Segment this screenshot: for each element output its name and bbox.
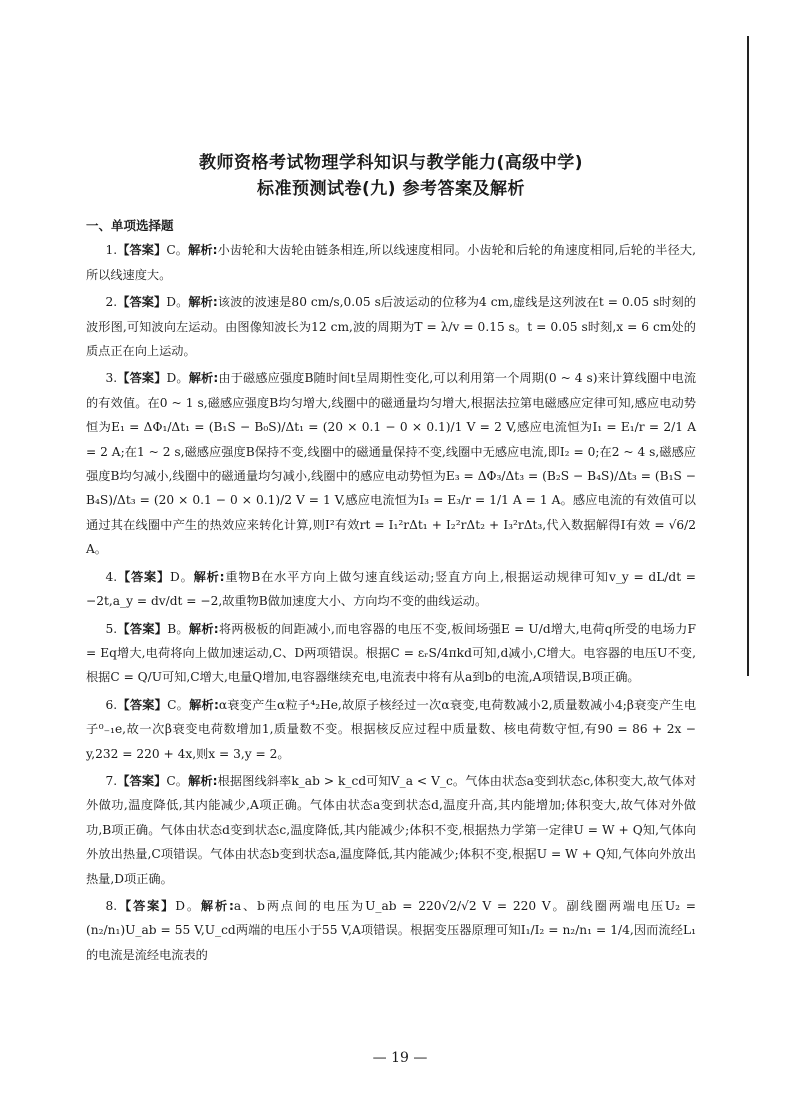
page-number: — 19 — bbox=[372, 1050, 428, 1066]
answer-choice: D。 bbox=[166, 371, 189, 386]
explanation-tag: 解析: bbox=[188, 621, 219, 636]
explanation-text: 重物B在水平方向上做匀速直线运动;竖直方向上,根据运动规律可知v_y = dL/dt = −2t,a_y = dv/dt = −2,故重物B做加速度大小、方向均不变的曲线运动。 bbox=[86, 569, 697, 609]
answer-item-7 bbox=[86, 769, 696, 891]
question-number: 2. bbox=[105, 295, 118, 310]
question-number: 7. bbox=[105, 773, 118, 788]
explanation-text: α衰变产生α粒子⁴₂He,故原子核经过一次α衰变,电荷数减小2,质量数减小4;β衰变产生电子⁰₋₁e,故一次β衰变电荷数增加1,质量数不变。根据核反应过程中质量数、核电荷数守恒,有90 = 86 + 2x − y,232 = 220 + 4x,则x = 3,y = 2。 bbox=[86, 697, 697, 761]
explanation-tag: 解析: bbox=[188, 295, 218, 310]
answer-item-1 bbox=[86, 238, 696, 287]
explanation-tag: 解析: bbox=[200, 898, 234, 913]
question-list bbox=[86, 238, 696, 967]
answer-item-5 bbox=[86, 617, 696, 690]
explanation-tag: 解析: bbox=[189, 697, 219, 712]
answer-tag: 【答案】 bbox=[117, 621, 168, 636]
margin-rule bbox=[747, 36, 749, 676]
question-number: 6. bbox=[105, 697, 118, 712]
title-line-2: 标准预测试卷(九) 参考答案及解析 bbox=[257, 179, 525, 199]
answer-tag: 【答案】 bbox=[117, 898, 176, 913]
explanation-tag: 解析: bbox=[188, 243, 218, 258]
answer-tag: 【答案】 bbox=[117, 773, 167, 788]
answer-choice: C。 bbox=[167, 697, 190, 712]
answer-item-4 bbox=[86, 565, 696, 614]
answer-tag: 【答案】 bbox=[117, 295, 167, 310]
section-heading: 一、单项选择题 bbox=[86, 218, 174, 233]
question-number: 4. bbox=[105, 569, 118, 584]
explanation-text: 由于磁感应强度B随时间t呈周期性变化,可以利用第一个周期(0 ~ 4 s)来计算线圈中电流的有效值。在0 ~ 1 s,磁感应强度B均匀增大,线圈中的磁通量均匀增大,根据法拉第电磁感应定律可知,感应电动势恒为E₁ = ΔΦ₁/Δt₁ = (B₁S − B₀S)/Δt₁ = (20 × 0.1 − 0 × 0.1)/1 V = 2 V,感应电流恒为I₁ = E₁/r = 2/1 A = 2 A;在1 ~ 2 s,磁感应强度B保持不变,线圈中的磁通量保持不变,线圈中无感应电流,即I₂ = 0;在2 ~ 4 s,磁感应强度B均匀减小,线圈中的磁通量均匀减小,线圈中的感应电动势恒为E₃ = ΔΦ₃/Δt₃ = (B₂S − B₄S)/Δt₃ = (B₁S − B₄S)/Δt₃ = (20 × 0.1 − 0 × 0.1)/2 V = 1 V,感应电流恒为I₃ = E₃/r = 1/1 A = 1 A。感应电流的有效值可以通过其在线圈中产生的热效应来转化计算,则I²有效rt = I₁²rΔt₁ + I₂²rΔt₂ + I₃²rΔt₃,代入数据解得I有效 = √6/2 A。 bbox=[86, 371, 697, 557]
answer-item-2 bbox=[86, 290, 696, 363]
answer-tag: 【答案】 bbox=[117, 697, 168, 712]
title-line-1: 教师资格考试物理学科知识与教学能力(高级中学) bbox=[198, 153, 584, 173]
answer-tag: 【答案】 bbox=[117, 243, 167, 258]
answer-tag: 【答案】 bbox=[117, 371, 167, 386]
explanation-tag: 解析: bbox=[193, 569, 225, 584]
answer-page bbox=[86, 150, 696, 970]
explanation-tag: 解析: bbox=[188, 371, 219, 386]
answer-choice: D。 bbox=[175, 898, 201, 913]
question-number: 3. bbox=[105, 371, 118, 386]
answer-item-3 bbox=[86, 366, 696, 561]
question-number: 8. bbox=[105, 898, 118, 913]
answer-choice: C。 bbox=[166, 773, 189, 788]
answer-item-8 bbox=[86, 894, 696, 967]
question-number: 5. bbox=[105, 621, 118, 636]
explanation-text: 将两极板的间距减小,而电容器的电压不变,板间场强E = U/d增大,电荷q所受的电场力F = Eq增大,电荷将向上做加速运动,C、D两项错误。根据C = εᵣS/4πkd可知,d减小,C增大。电容器的电压U不变,根据C = Q/U可知,C增大,电量Q增加,电容器继续充电,电流表中将有从a到b的电流,A项错误,B项正确。 bbox=[86, 621, 697, 685]
explanation-text: 根据图线斜率k_ab > k_cd可知V_a < V_c。气体由状态a变到状态c,体积变大,故气体对外做功,温度降低,其内能减少,A项正确。气体由状态a变到状态d,温度升高,其内能增加;体积变大,故气体对外做功,B项正确。气体由状态d变到状态c,温度降低,其内能减少;体积不变,根据热力学第一定律U = W + Q知,气体向外放出热量,C项错误。气体由状态b变到状态a,温度降低,其内能减少;体积不变,根据U = W + Q知,气体向外放出热量,D项正确。 bbox=[86, 773, 697, 886]
answer-choice: D。 bbox=[170, 569, 194, 584]
question-number: 1. bbox=[105, 243, 118, 258]
answer-item-6 bbox=[86, 693, 696, 766]
explanation-text: a、b两点间的电压为U_ab = 220√2/√2 V = 220 V。副线圈两端电压U₂ = (n₂/n₁)U_ab = 55 V,U_cd两端的电压小于55 V,A项错误。根据变压器原理可知I₁/I₂ = n₂/n₁ = 1/4,因而流经L₁的电流是流经电流表的 bbox=[86, 898, 697, 962]
explanation-text: 该波的波速是80 cm/s,0.05 s后波运动的位移为4 cm,虚线是这列波在t = 0.05 s时刻的波形图,可知波向左运动。由图像知波长为12 cm,波的周期为T = λ/v = 0.15 s。t = 0.05 s时刻,x = 6 cm处的质点正在向上运动。 bbox=[86, 295, 696, 359]
answer-tag: 【答案】 bbox=[117, 569, 171, 584]
explanation-tag: 解析: bbox=[188, 773, 218, 788]
answer-choice: C。 bbox=[166, 243, 189, 258]
answer-choice: D。 bbox=[166, 295, 189, 310]
explanation-text: 小齿轮和大齿轮由链条相连,所以线速度相同。小齿轮和后轮的角速度相同,后轮的半径大,所以线速度大。 bbox=[86, 243, 697, 282]
page-title bbox=[86, 150, 696, 202]
answer-choice: B。 bbox=[167, 621, 189, 636]
